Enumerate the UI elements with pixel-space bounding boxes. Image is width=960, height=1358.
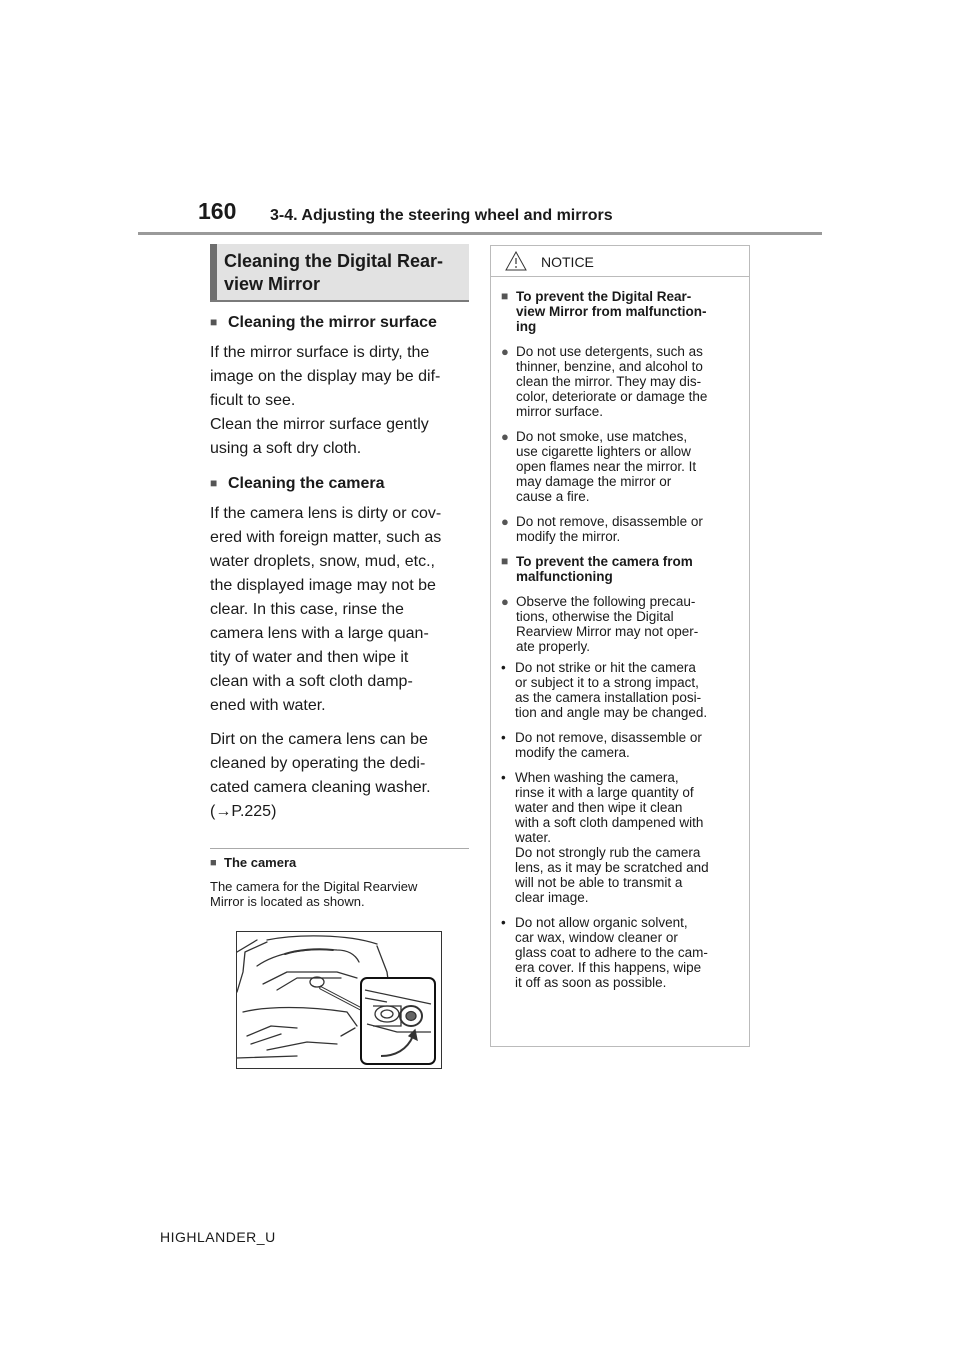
dot-bullet-icon: • <box>501 730 506 745</box>
notice-subitem <box>501 770 739 905</box>
circle-bullet-icon: ● <box>501 429 509 444</box>
notice-bullet-text: Do not smoke, use matches, use cigarette lighters or allow open flames near the mirror. It may damage the mirror or cause a fire. <box>516 429 697 504</box>
subheading-mirror-surface <box>210 312 469 333</box>
subheading-camera <box>210 473 469 494</box>
square-bullet-icon: ■ <box>501 289 509 303</box>
square-bullet-icon: ■ <box>210 857 217 869</box>
square-bullet-icon: ■ <box>210 315 218 329</box>
footer-model-code: HIGHLANDER_U <box>160 1229 276 1245</box>
notice-heading-mirror-text: To prevent the Digital Rear- view Mirror from malfunction- ing <box>516 289 707 334</box>
dot-bullet-icon: • <box>501 915 506 930</box>
page-number: 160 <box>198 198 237 224</box>
dot-bullet-icon: • <box>501 770 506 785</box>
notice-subitem <box>501 915 739 990</box>
vehicle-rear-camera-illustration <box>237 932 441 1068</box>
notice-bullet <box>501 514 739 544</box>
paragraph-camera: If the camera lens is dirty or cov- ered with foreign matter, such as water droplets, snow, mud, etc., the displayed image may not be clear. In this case, rinse the camera lens with a large quan- tity of water and then wipe it clean with a soft cloth damp- ened with water. <box>210 505 442 714</box>
notice-bullet-text: Do not use detergents, such as thinner, benzine, and alcohol to clean the mirror. They may dis- color, deteriorate or damage the mirror surface. <box>516 344 708 419</box>
notice-subitem-text: Do not strike or hit the camera or subject it to a strong impact, as the camera installation posi- tion and angle may be changed. <box>515 660 708 720</box>
section-heading <box>210 244 469 302</box>
circle-bullet-icon: ● <box>501 514 509 529</box>
square-bullet-icon: ■ <box>501 554 509 568</box>
paragraph-washer: Dirt on the camera lens can be cleaned by operating the dedi- cated camera cleaning washer. (→P.225) <box>210 731 431 820</box>
notice-label: NOTICE <box>541 254 594 270</box>
notice-heading-camera-text: To prevent the camera from malfunctioning <box>516 554 693 584</box>
notice-header <box>491 246 749 277</box>
notice-subitem <box>501 730 739 760</box>
notice-heading-camera <box>501 554 739 584</box>
left-column <box>210 244 469 1069</box>
camera-location-illustration <box>236 931 442 1069</box>
running-header: 3-4. Adjusting the steering wheel and mirrors <box>270 207 613 224</box>
notice-heading-mirror <box>501 289 739 334</box>
notice-bullet <box>501 344 739 419</box>
notice-bullet <box>501 594 739 654</box>
notice-bullet-text: Do not remove, disassemble or modify the mirror. <box>516 514 703 544</box>
notice-bullet <box>501 429 739 504</box>
notice-body <box>491 277 749 990</box>
warning-triangle-icon <box>505 251 527 271</box>
header-rule <box>138 232 822 235</box>
subheading-mirror-surface-text: Cleaning the mirror surface <box>228 314 437 331</box>
notice-subitem <box>501 660 739 720</box>
notice-subitem-text: Do not remove, disassemble or modify the camera. <box>515 730 702 760</box>
notice-bullet-text: Observe the following precau- tions, otherwise the Digital Rearview Mirror may not oper- ate properly. <box>516 594 699 654</box>
notice-subitem-text: Do not allow organic solvent, car wax, window cleaner or glass coat to adhere to the cam- era cover. If this happens, wipe it off as soon as possible. <box>515 915 708 990</box>
circle-bullet-icon: ● <box>501 594 509 609</box>
note-divider <box>210 848 469 849</box>
subheading-camera-text: Cleaning the camera <box>228 475 385 492</box>
circle-bullet-icon: ● <box>501 344 509 359</box>
dot-bullet-icon: • <box>501 660 506 675</box>
note-heading-text: The camera <box>224 855 297 870</box>
notice-subitem-text: When washing the camera, rinse it with a large quantity of water and then wipe it clean with a soft cloth dampened with water. Do not strongly rub the camera lens, as it may be scratched and will not be able to transmit a clear image. <box>515 770 709 905</box>
section-heading-text: Cleaning the Digital Rear- view Mirror <box>224 251 444 294</box>
notice-box <box>490 245 750 1047</box>
paragraph-mirror-surface: If the mirror surface is dirty, the image on the display may be dif- ficult to see. Clean the mirror surface gently using a soft dry cloth. <box>210 344 441 457</box>
note-heading <box>210 855 469 870</box>
square-bullet-icon: ■ <box>210 476 218 490</box>
note-text: The camera for the Digital Rearview Mirror is located as shown. <box>210 879 418 909</box>
